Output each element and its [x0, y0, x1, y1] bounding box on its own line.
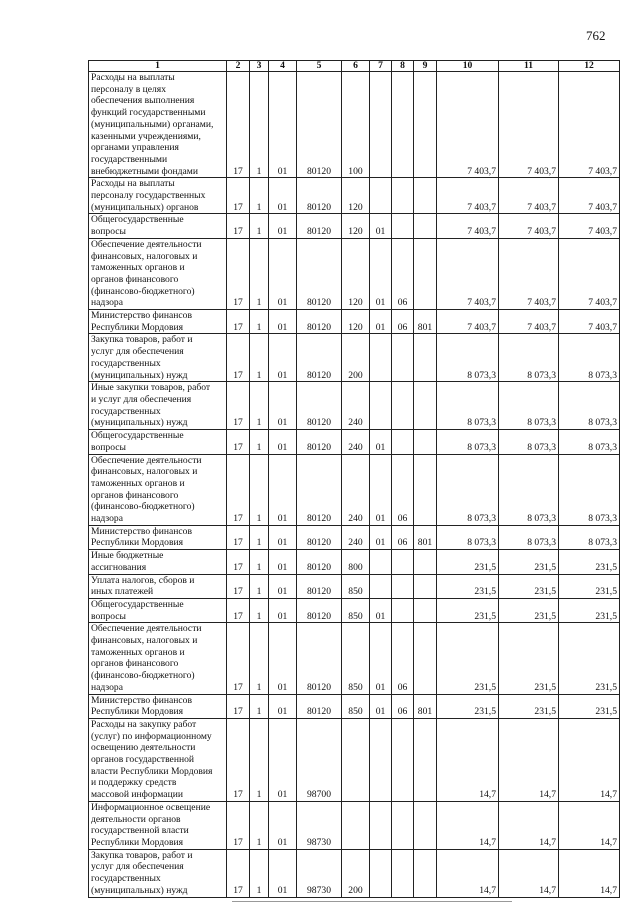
table-row [89, 310, 620, 334]
col-header: 7 [370, 61, 392, 72]
cell-col8 [392, 334, 414, 382]
cell-col4: 01 [269, 178, 297, 214]
page-number: 762 [586, 28, 606, 43]
cell-col3: 1 [250, 310, 269, 334]
cell-col6: 240 [342, 382, 370, 430]
cell-col3: 1 [250, 72, 269, 178]
col-header: 2 [227, 61, 250, 72]
cell-col2: 17 [227, 574, 250, 598]
cell-col4: 01 [269, 718, 297, 801]
cell-col5: 80120 [297, 623, 342, 694]
cell-col9: 801 [414, 310, 437, 334]
cell-amount-col12: 7 403,7 [559, 238, 620, 309]
cell-col8: 06 [392, 454, 414, 525]
cell-amount-col11: 7 403,7 [499, 178, 559, 214]
cell-col4: 01 [269, 598, 297, 622]
cell-col9 [414, 238, 437, 309]
cell-amount-col12: 8 073,3 [559, 454, 620, 525]
row-name: Обеспечение деятельности финансовых, налоговых и таможенных органов и органов финансового (финансово-бюджетного) надзора [89, 623, 227, 694]
col-header: 3 [250, 61, 269, 72]
cell-col7 [370, 178, 392, 214]
cell-col5: 98730 [297, 849, 342, 897]
cell-col5: 80120 [297, 214, 342, 238]
cell-col4: 01 [269, 525, 297, 549]
cell-col8: 06 [392, 623, 414, 694]
cell-col7 [370, 574, 392, 598]
cell-col2: 17 [227, 334, 250, 382]
cell-col3: 1 [250, 382, 269, 430]
row-name: Министерство финансов Республики Мордовия [89, 525, 227, 549]
cell-col2: 17 [227, 694, 250, 718]
cell-col6: 850 [342, 598, 370, 622]
row-name: Информационное освещение деятельности органов государственной власти Республики Мордовия [89, 801, 227, 849]
cell-col6: 120 [342, 238, 370, 309]
cell-col8 [392, 718, 414, 801]
cell-col7 [370, 801, 392, 849]
cell-col8: 06 [392, 694, 414, 718]
cell-amount-col11: 7 403,7 [499, 310, 559, 334]
cell-col9 [414, 718, 437, 801]
cell-col9 [414, 334, 437, 382]
cell-col5: 80120 [297, 310, 342, 334]
cell-col6: 240 [342, 454, 370, 525]
cell-col7: 01 [370, 598, 392, 622]
cell-col6: 120 [342, 310, 370, 334]
cell-col5: 80120 [297, 238, 342, 309]
cell-amount-col12: 8 073,3 [559, 382, 620, 430]
cell-col4: 01 [269, 849, 297, 897]
cell-col2: 17 [227, 801, 250, 849]
cell-col7 [370, 72, 392, 178]
cell-col5: 98730 [297, 801, 342, 849]
cell-col3: 1 [250, 454, 269, 525]
table-row [89, 801, 620, 849]
col-header: 8 [392, 61, 414, 72]
cell-amount-col11: 8 073,3 [499, 430, 559, 454]
table-row [89, 178, 620, 214]
cell-col5: 80120 [297, 72, 342, 178]
cell-amount-col10: 231,5 [437, 574, 499, 598]
cell-col2: 17 [227, 310, 250, 334]
budget-table [88, 60, 620, 898]
cell-amount-col12: 7 403,7 [559, 214, 620, 238]
row-name: Министерство финансов Республики Мордовия [89, 694, 227, 718]
cell-amount-col10: 7 403,7 [437, 214, 499, 238]
cell-col4: 01 [269, 72, 297, 178]
cell-col7: 01 [370, 694, 392, 718]
cell-amount-col12: 8 073,3 [559, 525, 620, 549]
cell-col4: 01 [269, 382, 297, 430]
cell-col3: 1 [250, 801, 269, 849]
cell-col9 [414, 430, 437, 454]
cell-amount-col12: 231,5 [559, 598, 620, 622]
cell-col6: 120 [342, 214, 370, 238]
table-row [89, 574, 620, 598]
cell-col7 [370, 718, 392, 801]
cell-col6: 200 [342, 334, 370, 382]
row-name: Обеспечение деятельности финансовых, налоговых и таможенных органов и органов финансового (финансово-бюджетного) надзора [89, 238, 227, 309]
cell-amount-col11: 231,5 [499, 623, 559, 694]
cell-amount-col10: 7 403,7 [437, 310, 499, 334]
cell-col8 [392, 574, 414, 598]
cell-col9: 801 [414, 694, 437, 718]
row-name: Закупка товаров, работ и услуг для обеспечения государственных (муниципальных) нужд [89, 334, 227, 382]
cell-amount-col10: 8 073,3 [437, 382, 499, 430]
cell-col3: 1 [250, 849, 269, 897]
cell-col7: 01 [370, 238, 392, 309]
cell-col4: 01 [269, 550, 297, 574]
cell-amount-col11: 231,5 [499, 694, 559, 718]
cell-col5: 80120 [297, 430, 342, 454]
cell-col4: 01 [269, 214, 297, 238]
cell-col9 [414, 214, 437, 238]
cell-col3: 1 [250, 214, 269, 238]
cell-col9 [414, 849, 437, 897]
cell-col8: 06 [392, 238, 414, 309]
cell-col5: 80120 [297, 694, 342, 718]
cell-col9 [414, 598, 437, 622]
col-header: 11 [499, 61, 559, 72]
cell-col5: 80120 [297, 178, 342, 214]
cell-col4: 01 [269, 430, 297, 454]
cell-col7 [370, 550, 392, 574]
cell-amount-col11: 231,5 [499, 550, 559, 574]
cell-col2: 17 [227, 178, 250, 214]
cell-col6 [342, 801, 370, 849]
cell-col6: 120 [342, 178, 370, 214]
cell-col2: 17 [227, 454, 250, 525]
cell-amount-col11: 231,5 [499, 574, 559, 598]
cell-amount-col11: 8 073,3 [499, 454, 559, 525]
cell-col9 [414, 623, 437, 694]
cell-amount-col12: 231,5 [559, 574, 620, 598]
cell-col3: 1 [250, 598, 269, 622]
cell-col3: 1 [250, 550, 269, 574]
table-row [89, 525, 620, 549]
cell-amount-col12: 231,5 [559, 694, 620, 718]
cell-col9 [414, 550, 437, 574]
cell-col3: 1 [250, 430, 269, 454]
cell-col3: 1 [250, 334, 269, 382]
cell-col9 [414, 382, 437, 430]
cell-col7 [370, 849, 392, 897]
cell-col7: 01 [370, 214, 392, 238]
cell-col2: 17 [227, 598, 250, 622]
cell-col7 [370, 334, 392, 382]
cell-amount-col10: 7 403,7 [437, 178, 499, 214]
table-row [89, 623, 620, 694]
cell-col5: 98700 [297, 718, 342, 801]
cell-col4: 01 [269, 801, 297, 849]
table-row [89, 454, 620, 525]
cell-amount-col12: 7 403,7 [559, 310, 620, 334]
cell-amount-col12: 7 403,7 [559, 178, 620, 214]
cell-col2: 17 [227, 718, 250, 801]
cell-col7: 01 [370, 525, 392, 549]
cell-amount-col12: 8 073,3 [559, 334, 620, 382]
cell-col8 [392, 598, 414, 622]
cell-col8 [392, 849, 414, 897]
cell-col3: 1 [250, 238, 269, 309]
cell-col2: 17 [227, 849, 250, 897]
cell-amount-col11: 8 073,3 [499, 382, 559, 430]
cell-col9 [414, 454, 437, 525]
cell-col6: 800 [342, 550, 370, 574]
cell-col2: 17 [227, 72, 250, 178]
cell-col3: 1 [250, 623, 269, 694]
cell-col5: 80120 [297, 550, 342, 574]
cell-amount-col12: 8 073,3 [559, 430, 620, 454]
cell-amount-col12: 14,7 [559, 849, 620, 897]
cell-amount-col10: 7 403,7 [437, 238, 499, 309]
table-row [89, 694, 620, 718]
cell-col3: 1 [250, 574, 269, 598]
cell-col3: 1 [250, 178, 269, 214]
row-name: Закупка товаров, работ и услуг для обеспечения государственных (муниципальных) нужд [89, 849, 227, 897]
table-header-row [89, 61, 620, 72]
row-name: Расходы на выплаты персоналу государственных (муниципальных) органов [89, 178, 227, 214]
table-row [89, 238, 620, 309]
cell-amount-col11: 8 073,3 [499, 525, 559, 549]
cell-col8 [392, 72, 414, 178]
cell-col2: 17 [227, 430, 250, 454]
cell-amount-col10: 8 073,3 [437, 334, 499, 382]
cell-col6: 240 [342, 525, 370, 549]
cell-col6: 100 [342, 72, 370, 178]
cell-amount-col12: 14,7 [559, 801, 620, 849]
row-name: Общегосударственные вопросы [89, 214, 227, 238]
cell-col4: 01 [269, 574, 297, 598]
table-row [89, 718, 620, 801]
cell-amount-col11: 7 403,7 [499, 238, 559, 309]
cell-amount-col10: 7 403,7 [437, 72, 499, 178]
cell-col7: 01 [370, 454, 392, 525]
cell-col2: 17 [227, 525, 250, 549]
cell-col8 [392, 382, 414, 430]
table-row [89, 334, 620, 382]
cell-col3: 1 [250, 694, 269, 718]
table-row [89, 382, 620, 430]
cell-col6 [342, 718, 370, 801]
cell-col3: 1 [250, 525, 269, 549]
cell-amount-col10: 8 073,3 [437, 430, 499, 454]
cell-col9 [414, 574, 437, 598]
cell-amount-col11: 14,7 [499, 849, 559, 897]
col-header: 10 [437, 61, 499, 72]
cell-col7: 01 [370, 430, 392, 454]
cell-col2: 17 [227, 382, 250, 430]
cell-col7: 01 [370, 623, 392, 694]
cell-col8 [392, 214, 414, 238]
cell-col4: 01 [269, 334, 297, 382]
cell-col7: 01 [370, 310, 392, 334]
cell-col5: 80120 [297, 334, 342, 382]
cell-col4: 01 [269, 454, 297, 525]
cell-amount-col10: 8 073,3 [437, 454, 499, 525]
cell-amount-col11: 8 073,3 [499, 334, 559, 382]
col-header: 4 [269, 61, 297, 72]
row-name: Общегосударственные вопросы [89, 598, 227, 622]
cell-col5: 80120 [297, 382, 342, 430]
table-row [89, 72, 620, 178]
cell-col5: 80120 [297, 598, 342, 622]
cell-col6: 200 [342, 849, 370, 897]
cell-col2: 17 [227, 623, 250, 694]
cell-col2: 17 [227, 214, 250, 238]
cell-col5: 80120 [297, 454, 342, 525]
cell-amount-col10: 231,5 [437, 694, 499, 718]
cell-col8 [392, 801, 414, 849]
col-header: 6 [342, 61, 370, 72]
cell-col5: 80120 [297, 574, 342, 598]
col-header: 12 [559, 61, 620, 72]
cell-col8 [392, 178, 414, 214]
cell-col6: 850 [342, 694, 370, 718]
cell-amount-col10: 14,7 [437, 849, 499, 897]
cell-col9 [414, 178, 437, 214]
cell-col4: 01 [269, 238, 297, 309]
row-name: Расходы на закупку работ (услуг) по информационному освещению деятельности органов государственной власти Республики Мордовия и поддержку средств массовой информации [89, 718, 227, 801]
row-name: Уплата налогов, сборов и иных платежей [89, 574, 227, 598]
cell-col6: 850 [342, 574, 370, 598]
row-name: Обеспечение деятельности финансовых, налоговых и таможенных органов и органов финансового (финансово-бюджетного) надзора [89, 454, 227, 525]
cell-col9 [414, 72, 437, 178]
cell-amount-col10: 14,7 [437, 801, 499, 849]
cell-amount-col11: 7 403,7 [499, 72, 559, 178]
table-row [89, 849, 620, 897]
cell-amount-col10: 231,5 [437, 550, 499, 574]
col-header: 5 [297, 61, 342, 72]
cell-amount-col10: 231,5 [437, 623, 499, 694]
cell-amount-col12: 14,7 [559, 718, 620, 801]
cell-amount-col12: 7 403,7 [559, 72, 620, 178]
cell-col3: 1 [250, 718, 269, 801]
cell-col6: 850 [342, 623, 370, 694]
table-row [89, 598, 620, 622]
cell-amount-col12: 231,5 [559, 623, 620, 694]
table-body [89, 72, 620, 898]
cell-col5: 80120 [297, 525, 342, 549]
cell-col2: 17 [227, 550, 250, 574]
cell-col6: 240 [342, 430, 370, 454]
row-name: Министерство финансов Республики Мордовия [89, 310, 227, 334]
table-row [89, 214, 620, 238]
cell-amount-col12: 231,5 [559, 550, 620, 574]
cell-col9: 801 [414, 525, 437, 549]
cell-amount-col10: 8 073,3 [437, 525, 499, 549]
page-edge-line [232, 901, 512, 905]
cell-amount-col11: 14,7 [499, 718, 559, 801]
cell-col4: 01 [269, 310, 297, 334]
row-name: Иные бюджетные ассигнования [89, 550, 227, 574]
col-header: 9 [414, 61, 437, 72]
cell-amount-col11: 7 403,7 [499, 214, 559, 238]
col-header: 1 [89, 61, 227, 72]
table-row [89, 550, 620, 574]
cell-col8 [392, 550, 414, 574]
row-name: Расходы на выплаты персоналу в целях обеспечения выполнения функций государственными (муниципальными) органами, казенными учреждениями, органами управления государственными внебюджетными фондами [89, 72, 227, 178]
cell-amount-col11: 14,7 [499, 801, 559, 849]
cell-col8 [392, 430, 414, 454]
cell-col9 [414, 801, 437, 849]
row-name: Общегосударственные вопросы [89, 430, 227, 454]
cell-amount-col10: 231,5 [437, 598, 499, 622]
table-row [89, 430, 620, 454]
cell-col4: 01 [269, 694, 297, 718]
cell-col7 [370, 382, 392, 430]
cell-col2: 17 [227, 238, 250, 309]
row-name: Иные закупки товаров, работ и услуг для обеспечения государственных (муниципальных) нужд [89, 382, 227, 430]
cell-amount-col10: 14,7 [437, 718, 499, 801]
cell-col8: 06 [392, 525, 414, 549]
cell-amount-col11: 231,5 [499, 598, 559, 622]
cell-col4: 01 [269, 623, 297, 694]
cell-col8: 06 [392, 310, 414, 334]
